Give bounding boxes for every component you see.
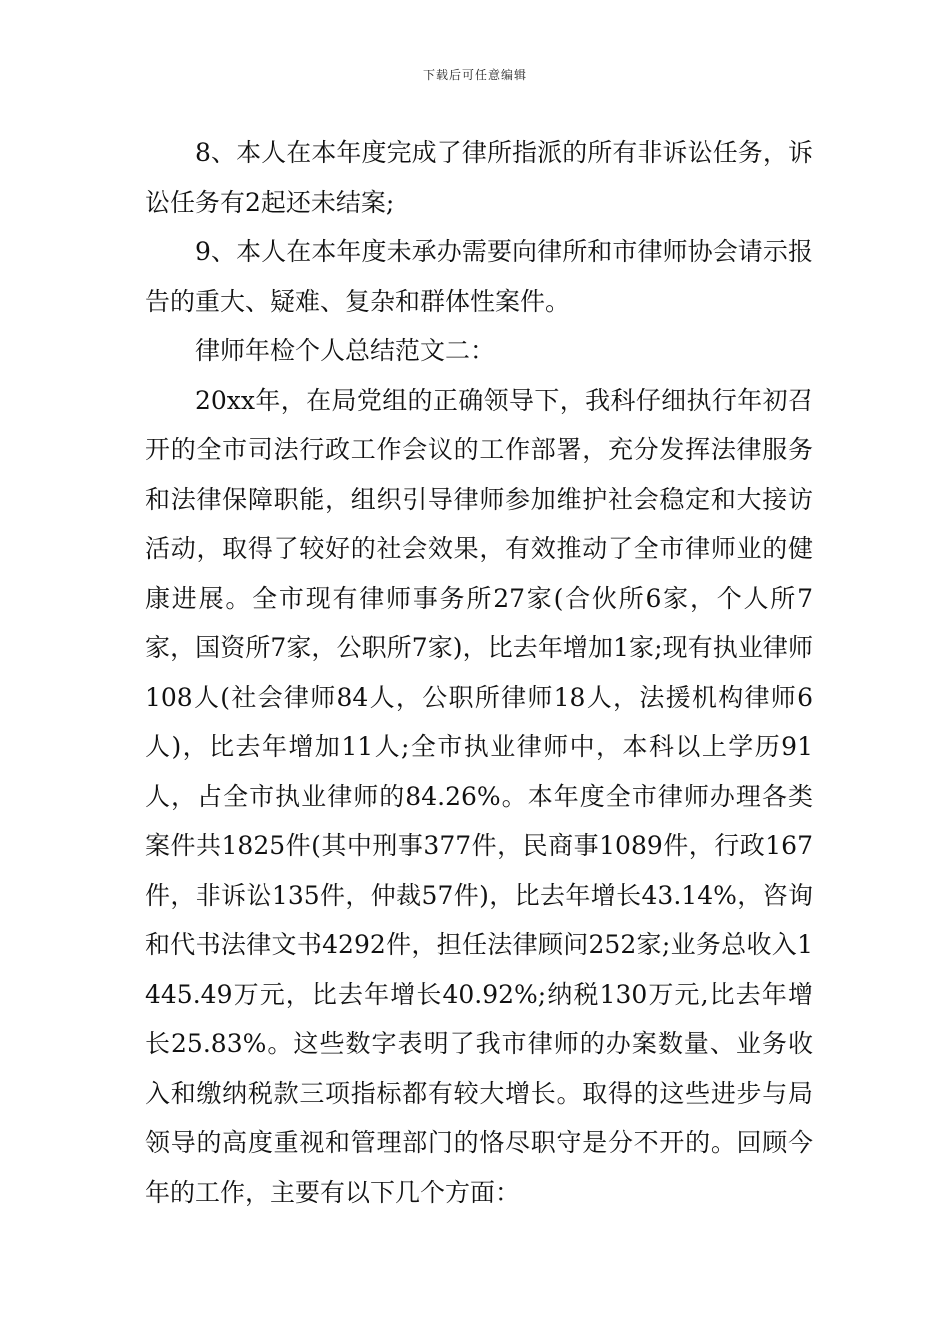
section-heading: 律师年检个人总结范文二： xyxy=(195,336,496,365)
paragraph-summary: 20xx年，在局党组的正确领导下，我科仔细执行年初召开的全市司法行政工作会议的工作部署，充分发挥法律服务和法律保障职能，组织引导律师参加维护社会稳定和大接访活动，取得了较好的社会效果，有效推动了全市律师业的健康进展。全市现有律师事务所27家(合伙所6家，个人所7家，国资所7家，公职所7家)，比去年增加1家;现有执业律师108人(社会律师84人，公职所律师18人，法援机构律师6人)，比去年增加11人;全市执业律师中，本科以上学历91人，占全市执业律师的84.26%。本年度全市律师办理各类案件共1825件(其中刑事377件，民商事1089件，行政167件，非诉讼135件，仲裁57件)，比去年增长43.14%，咨询和代书法律文书4292件，担任法律顾问252家;业务总收入1445.49万元，比去年增长40.92%;纳税130万元,比去年增长25.83%。这些数字表明了我市律师的办案数量、业务收入和缴纳税款三项指标都有较大增长。取得的这些进步与局领导的高度重视和管理部门的恪尽职守是分不开的。回顾今年的工作，主要有以下几个方面： xyxy=(145,385,813,1207)
page-header: 下载后可任意编辑 xyxy=(422,68,527,82)
document-body xyxy=(145,128,813,1217)
paragraph-item-9: 9、本人在本年度未承办需要向律所和市律师协会请示报告的重大、疑难、复杂和群体性案件。 xyxy=(145,237,813,316)
paragraph-item-8: 8、本人在本年度完成了律所指派的所有非诉讼任务，诉讼任务有2起还未结案; xyxy=(145,138,813,217)
